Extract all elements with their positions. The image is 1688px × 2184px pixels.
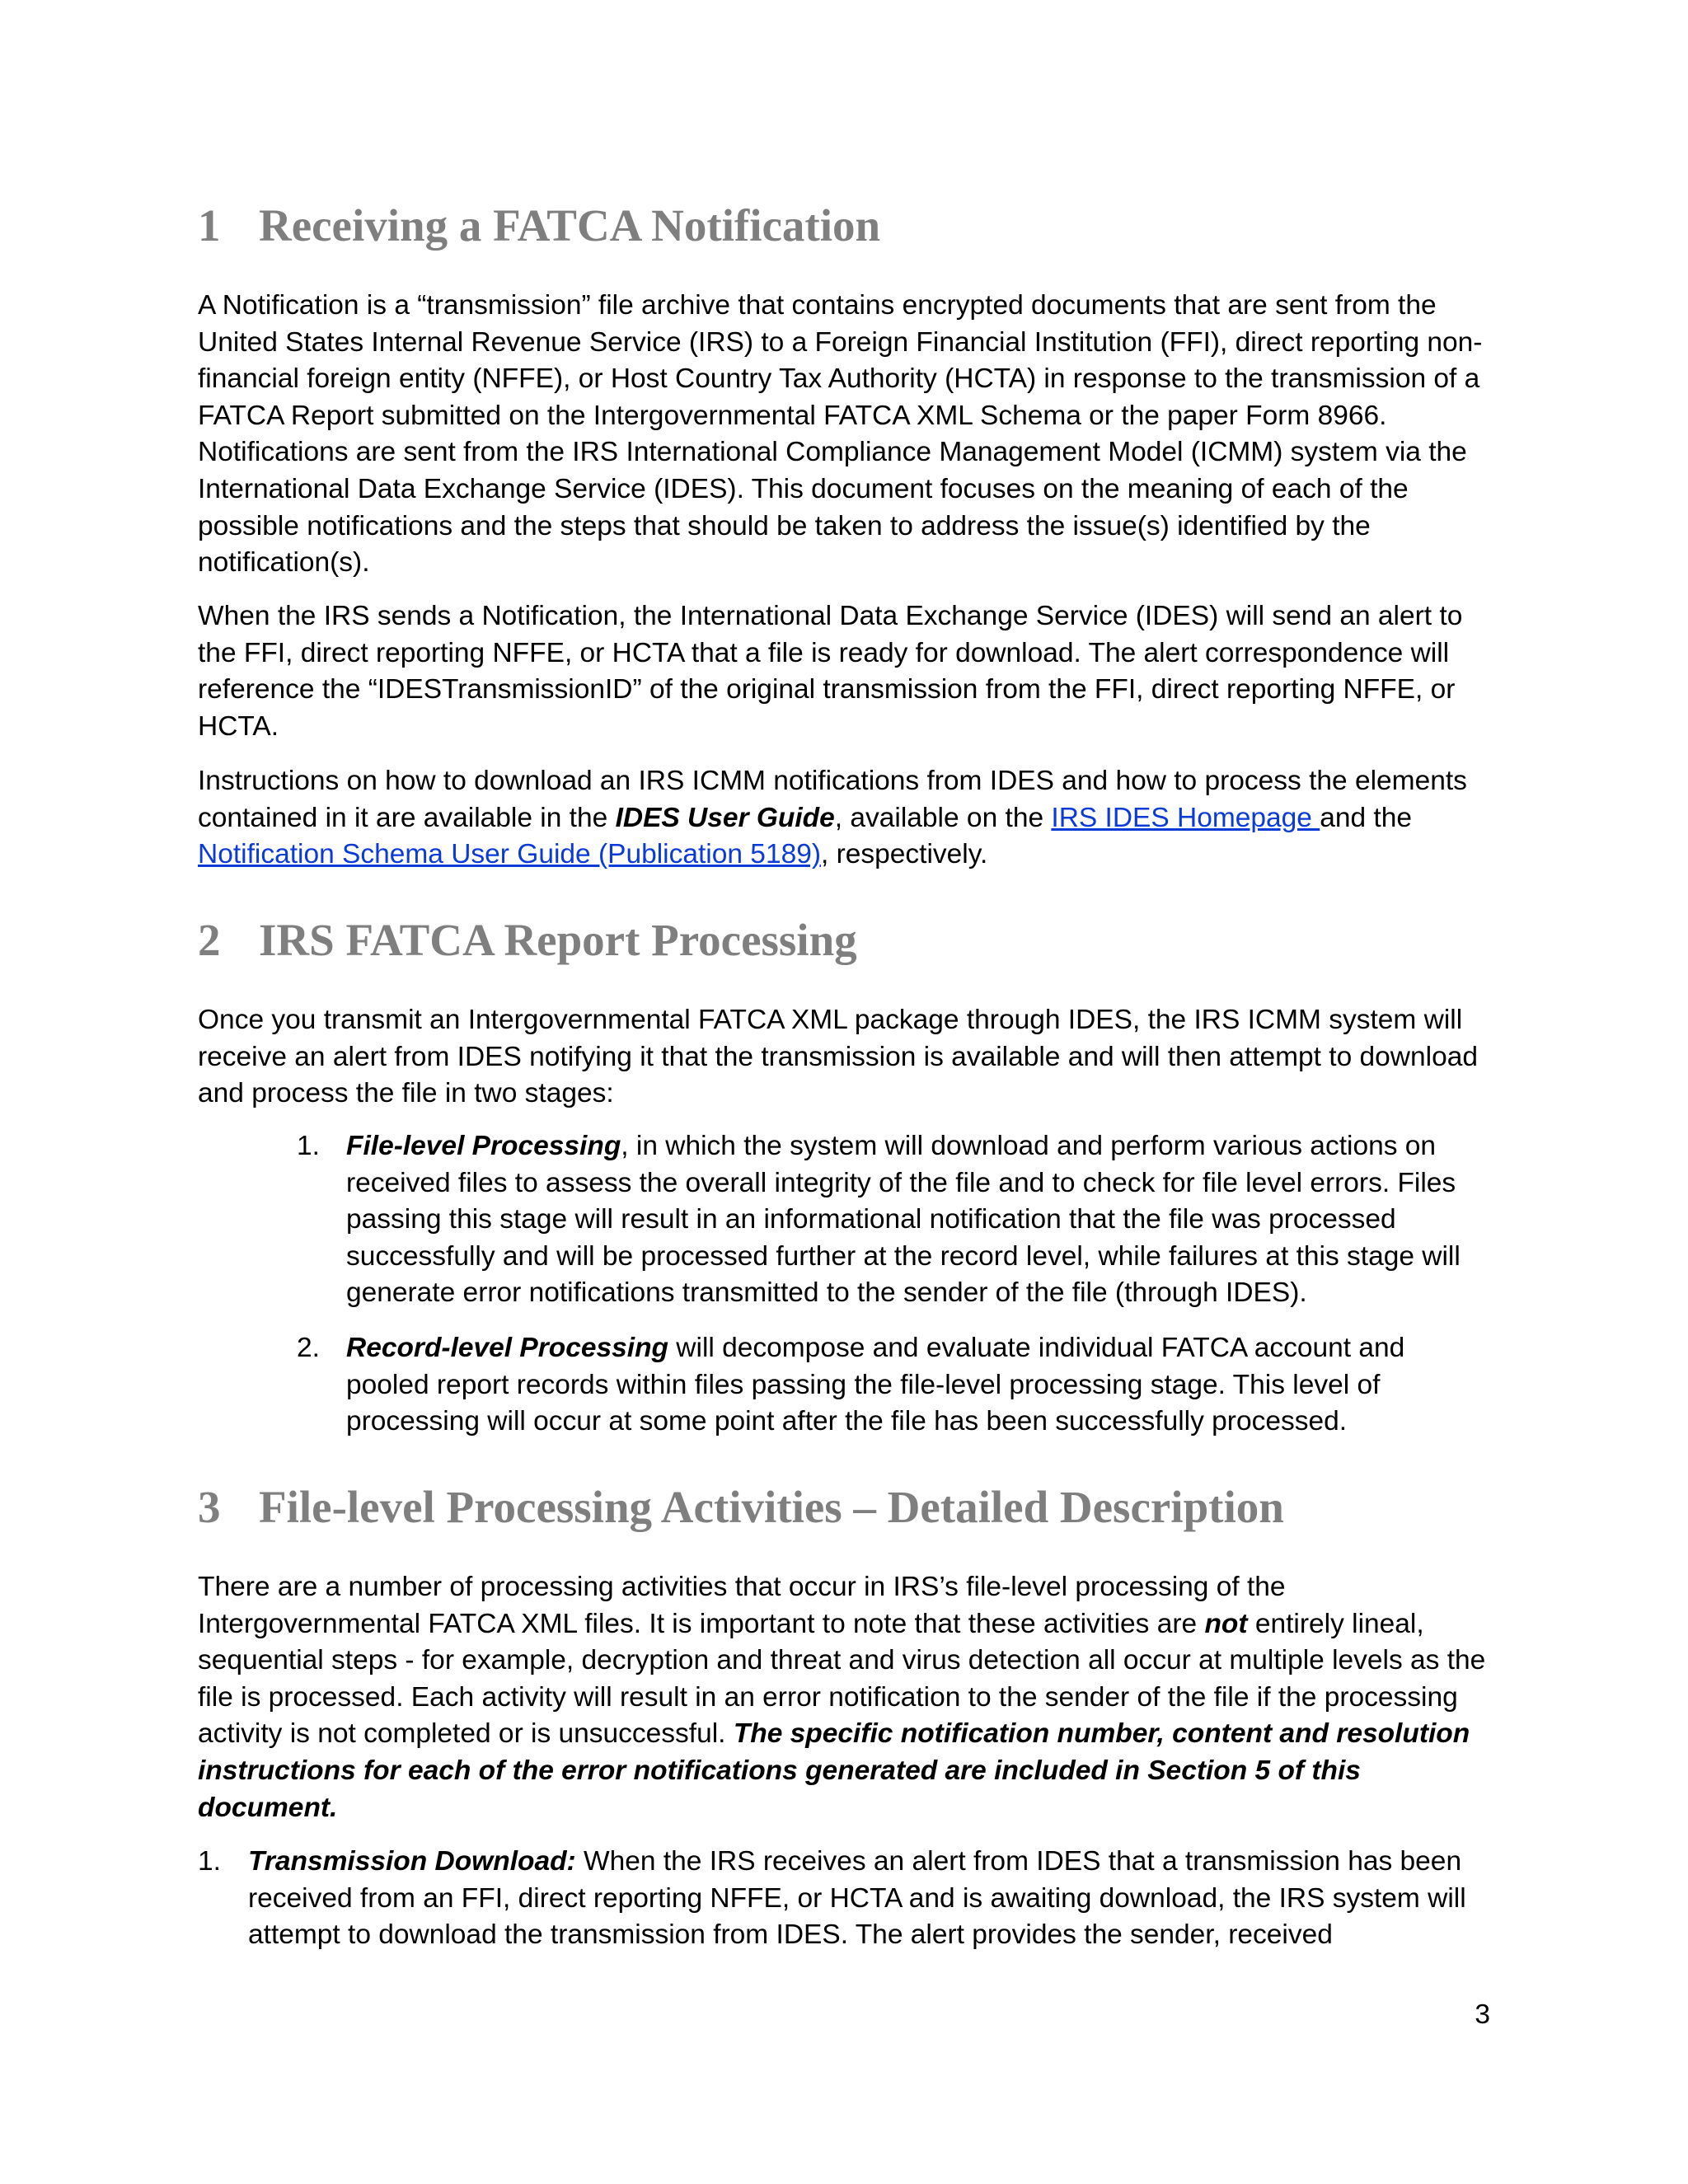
section-1-paragraph-3: [198, 763, 1492, 874]
section-1-heading: [198, 200, 881, 251]
paragraph-text: and the: [1320, 802, 1413, 833]
list-item-text: When the IRS receives an alert from IDES that a transmission has been received from an FFI, direct reporting NFFE, or HCTA and is awaiting download, the IRS system will attempt to download the transmission from IDES. The alert provides the sender, received: [248, 1846, 1466, 1951]
list-item-file-level-processing: [346, 1128, 1492, 1312]
section-3-number: 3: [198, 1482, 221, 1532]
list-item-term: Record-level Processing: [346, 1333, 668, 1363]
paragraph-text: , available on the: [834, 802, 1052, 833]
notification-schema-user-guide-link[interactable]: Notification Schema User Guide (Publication 5189): [198, 839, 821, 870]
page-number: 3: [1475, 1999, 1490, 2030]
emphasis-not: not: [1204, 1608, 1248, 1639]
section-1-title: Receiving a FATCA Notification: [259, 200, 881, 251]
ides-user-guide-title: IDES User Guide: [615, 802, 835, 833]
list-item-transmission-download: [248, 1844, 1493, 1954]
section-3-title: File-level Processing Activities – Detailed Description: [259, 1482, 1284, 1532]
paragraph-text: , respectively.: [821, 839, 988, 870]
list-marker: 1.: [198, 1846, 221, 1877]
list-item-text: will decompose and evaluate individual FATCA account and pooled report records within files passing the file-level processing stage. This level of processing will occur at some point after the file has been successfully processed.: [346, 1333, 1405, 1437]
list-marker: 1.: [297, 1131, 320, 1161]
section-1-number: 1: [198, 200, 221, 251]
list-item-text: , in which the system will download and perform various actions on received files to assess the overall integrity of the file and to check for file level errors. Files passing this stage will result in an informational notification that the file was processed successfully and will be processed further at the record level, while failures at this stage will generate error notifications transmitted to the sender of the file (through IDES).: [346, 1131, 1461, 1309]
paragraph-text: entirely lineal, sequential steps - for example, decryption and threat and virus detection all occur at multiple levels as the file is processed. Each activity will result in an error notification to the sender of the file if the processing activity is not completed or is unsuccessful.: [198, 1608, 1486, 1750]
section-2-title: IRS FATCA Report Processing: [259, 915, 857, 965]
list-item-term: File-level Processing: [346, 1131, 621, 1161]
irs-ides-homepage-link[interactable]: IRS IDES Homepage: [1051, 802, 1320, 833]
paragraph-text: There are a number of processing activities that occur in IRS’s file-level processing of the Intergovernmental FATCA XML files. It is important to note that these activities are: [198, 1572, 1286, 1639]
list-marker: 2.: [297, 1333, 320, 1363]
section-1-paragraph-1: A Notification is a “transmission” file archive that contains encrypted documents that are sent from the United States Internal Revenue Service (IRS) to a Foreign Financial Institution (FFI), direct reporting non-financial foreign entity (NFFE), or Host Country Tax Authority (HCTA) in response to the transmission of a FATCA Report submitted on the Intergovernmental FATCA XML Schema or the paper Form 8966. Notifications are sent from the IRS International Compliance Management Model (ICMM) system via the International Data Exchange Service (IDES). This document focuses on the meaning of each of the possible notifications and the steps that should be taken to address the issue(s) identified by the notification(s).: [198, 290, 1483, 579]
section-2-intro: Once you transmit an Intergovernmental FATCA XML package through IDES, the IRS ICMM system will receive an alert from IDES notifying it that the transmission is available and will then attempt to download and process the file in two stages:: [198, 1005, 1478, 1109]
section-1-paragraph-2: When the IRS sends a Notification, the International Data Exchange Service (IDES) will send an alert to the FFI, direct reporting NFFE, or HCTA that a file is ready for download. The alert correspondence will reference the “IDESTransmissionID” of the original transmission from the FFI, direct reporting NFFE, or HCTA.: [198, 601, 1463, 742]
paragraph-text: Instructions on how to download an IRS ICMM notifications from IDES and how to process the elements contained in it are available in the: [198, 766, 1467, 833]
section-3-intro: [198, 1569, 1492, 1826]
emphasis-notice: The specific notification number, content and resolution instructions for each of the error notifications generated are included in Section 5 of this document.: [198, 1718, 1470, 1823]
list-item-term: Transmission Download:: [248, 1846, 576, 1877]
section-2-heading: [198, 917, 857, 963]
section-3-heading: [198, 1484, 1284, 1530]
list-item-record-level-processing: [346, 1330, 1492, 1441]
section-2-number: 2: [198, 915, 221, 965]
